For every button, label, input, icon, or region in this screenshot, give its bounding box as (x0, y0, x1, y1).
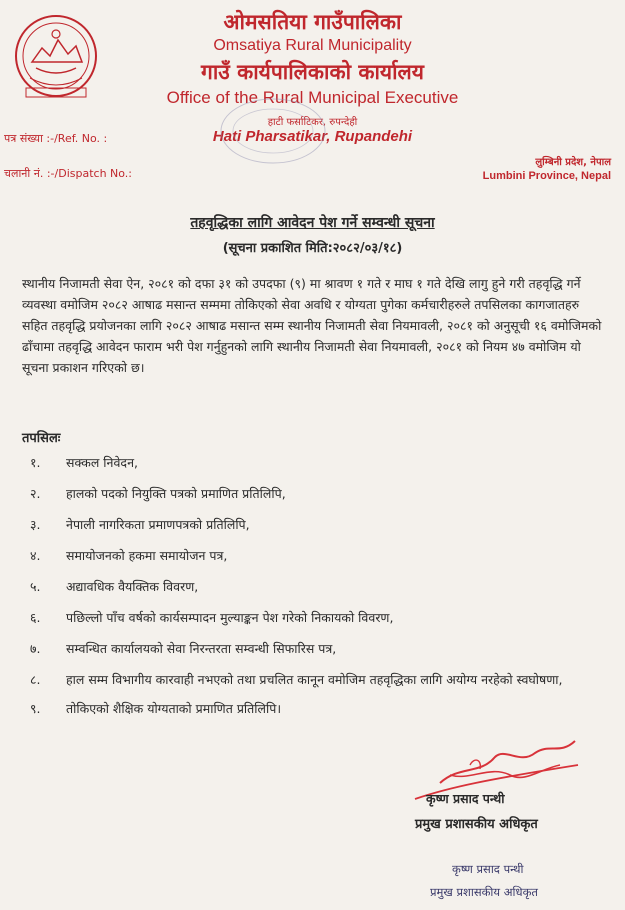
list-item-text: तोकिएको शैक्षिक योग्यताको प्रमाणित प्रतिलिपि। (66, 701, 282, 716)
list-item-number: १. (30, 455, 41, 470)
list-item-number: २. (30, 486, 41, 501)
list-item (30, 638, 610, 659)
address-np: हाटी फर्साटिकर, रुपन्देही (267, 117, 358, 128)
signatory-name: कृष्ण प्रसाद पन्थी (426, 791, 505, 806)
notice-published-date: (सूचना प्रकाशित मिति:२०८२/०३/१८) (222, 241, 403, 256)
list-item-number: ३. (30, 517, 41, 532)
list-item-number: ८. (30, 672, 41, 687)
list-item (30, 483, 610, 504)
list-item (30, 545, 610, 566)
list-item-text: सम्वन्धित कार्यालयको सेवा निरन्तरता सम्वन्धी सिफारिस पत्र, (66, 641, 337, 656)
notice-title (0, 213, 625, 232)
ref-no-label: पत्र संख्या :-/Ref. No. : (4, 132, 108, 145)
notice-title-text: तहवृद्धिका लागि आवेदन पेश गर्ने सम्वन्धी सूचना (190, 215, 435, 231)
address-en: Hati Pharsatikar, Rupandehi (212, 128, 413, 145)
list-item (30, 698, 610, 719)
stamp-title: प्रमुख प्रशासकीय अधिकृत (430, 885, 538, 899)
list-item (30, 452, 610, 473)
list-item-number: ५. (30, 579, 41, 594)
list-item-number: ७. (30, 641, 41, 656)
stamp-name: कृष्ण प्रसाद पन्थी (452, 862, 524, 876)
list-item (30, 514, 610, 535)
org-name-np: ओमसतिया गाउँपालिका (223, 10, 402, 34)
list-item-text: पछिल्लो पाँच वर्षको कार्यसम्पादन मुल्याङ्कन पेश गरेको निकायको विवरण, (66, 610, 394, 625)
notice-body: स्थानीय निजामती सेवा ऐन, २०८१ को दफा ३१ को उपदफा (९) मा श्रावण १ गते र माघ १ गते देखि लागु हुने गरी तहवृद्धि गर्ने व्यवस्था वमोजिम २०८२ आषाढ मसान्त सम्ममा तोकिएको सेवा अवधि र योग्यता पुगेका कर्मचारीहरुले तपसिलका कागजातहरु सहित तहवृद्धि प्रयोजनका लागि २०८२ आषाढ मसान्त सम्म स्थानीय निजामती सेवा नियमावली, २०८१ को अनुसूची १६ वमोजिमको ढाँचामा तहवृद्धि आवेदन फाराम भरी पेश गर्नुहुनको लागि स्थानीय निजामती सेवा नियमावली, २०८१ को नियम ४७ वमोजिम यो सूचना प्रकाशन गरिएको छ। (22, 276, 602, 375)
list-item-text: हालको पदको नियुक्ति पत्रको प्रमाणित प्रतिलिपि, (66, 486, 286, 501)
list-item-number: ६. (30, 610, 41, 625)
list-item-number: ९. (30, 701, 41, 716)
province-en: Lumbini Province, Nepal (482, 170, 611, 182)
list-item (30, 669, 610, 690)
office-stamp-icon (218, 96, 328, 166)
list-item-text: हाल सम्म विभागीय कारवाही नभएको तथा प्रचलित कानून वमोजिम तहवृद्धिका लागि अयोग्य नरहेको स्वघोषणा, (66, 672, 563, 687)
list-item (30, 576, 610, 597)
list-item-text: नेपाली नागरिकता प्रमाणपत्रको प्रतिलिपि, (66, 517, 250, 532)
list-item-number: ४. (30, 548, 41, 563)
signatory-title: प्रमुख प्रशासकीय अधिकृत (415, 817, 538, 832)
list-heading: तपसिलः (22, 431, 61, 446)
requirements-list (30, 452, 610, 729)
dispatch-no-label: चलानी नं. :-/Dispatch No.: (4, 167, 132, 180)
office-name-np: गाउँ कार्यपालिकाको कार्यालय (201, 60, 424, 84)
province-np: लुम्बिनी प्रदेश, नेपाल (535, 157, 611, 168)
list-item-text: समायोजनको हकमा समायोजन पत्र, (66, 548, 228, 563)
list-item-text: अद्यावधिक वैयक्तिक विवरण, (66, 579, 199, 594)
office-name-en: Office of the Rural Municipal Executive (166, 88, 459, 107)
list-item-text: सक्कल निवेदन, (66, 455, 138, 470)
org-name-en: Omsatiya Rural Municipality (213, 37, 412, 54)
list-item (30, 607, 610, 628)
